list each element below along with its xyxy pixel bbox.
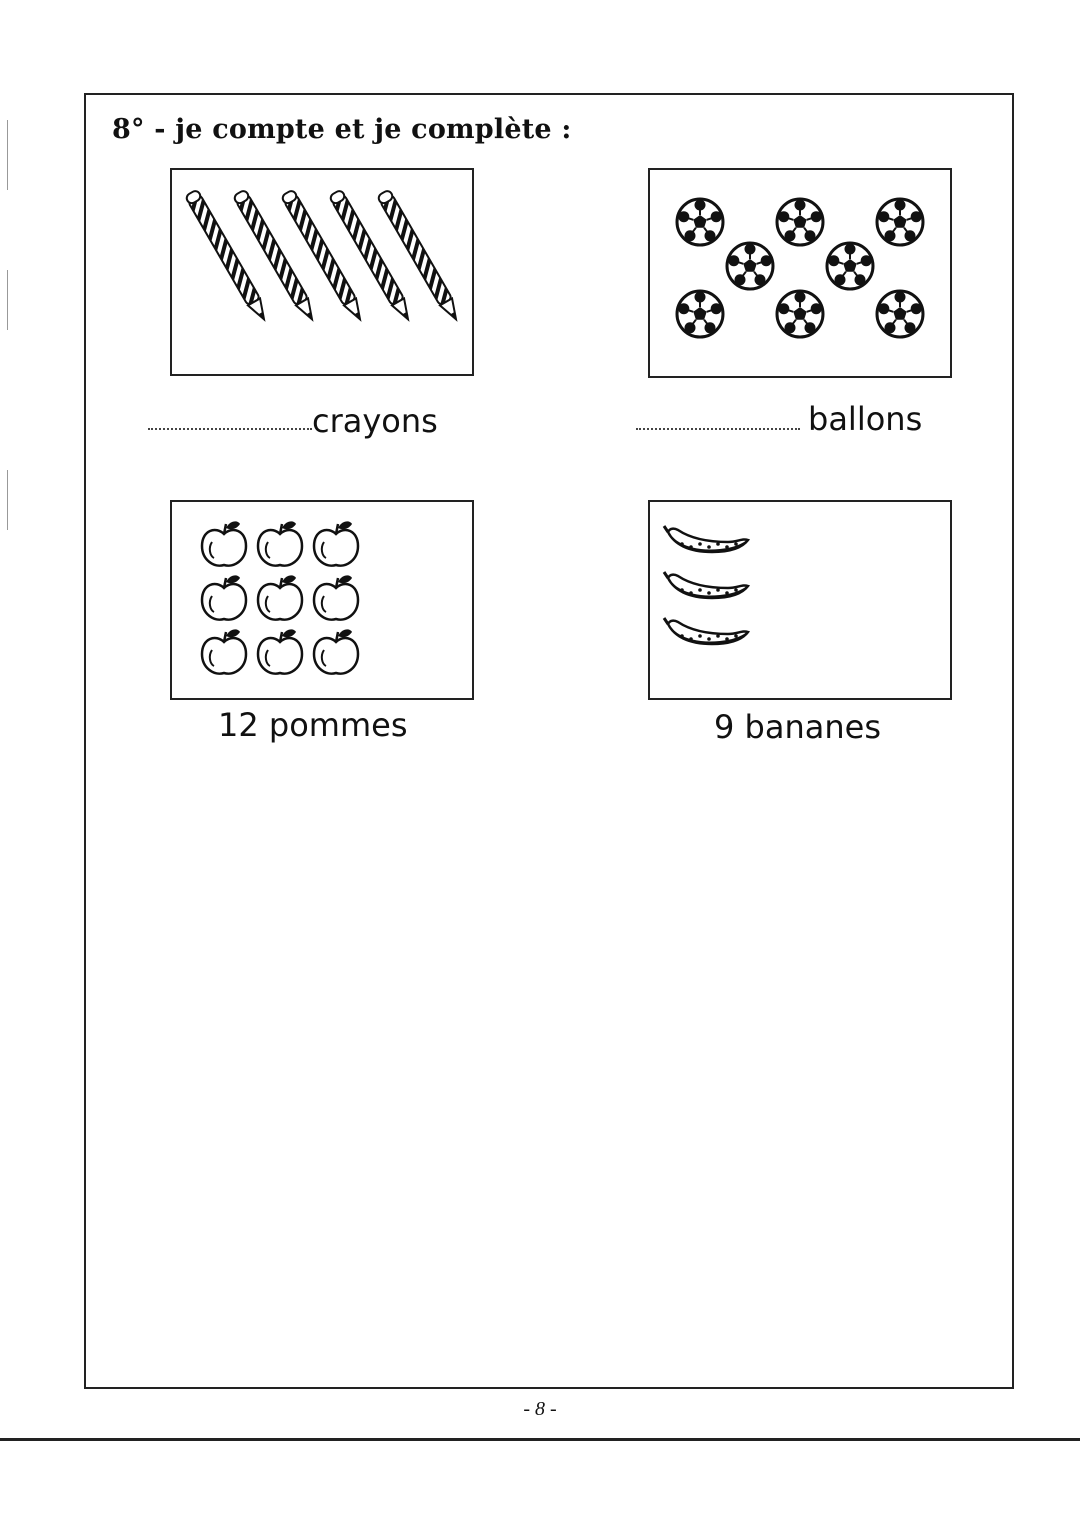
apple-icon xyxy=(314,629,358,673)
apples-illustration xyxy=(172,502,472,698)
apple-icon xyxy=(202,629,246,673)
pencils-box xyxy=(170,168,474,376)
bananas-illustration xyxy=(650,502,950,698)
apple-icon xyxy=(258,575,302,619)
soccer-ball-icon xyxy=(877,199,923,245)
bottom-rule xyxy=(0,1438,1080,1441)
apple-icon xyxy=(258,521,302,565)
soccer-ball-icon xyxy=(677,291,723,337)
page-number: - 8 - xyxy=(523,1398,557,1420)
scan-edge-mark xyxy=(7,120,8,190)
balls-box xyxy=(648,168,952,378)
banana-icon xyxy=(664,572,748,598)
apples-box xyxy=(170,500,474,700)
ballons-answer-line[interactable] xyxy=(636,428,800,430)
soccer-ball-icon xyxy=(777,291,823,337)
pommes-label: 12 pommes xyxy=(218,706,408,744)
bananas-box xyxy=(648,500,952,700)
scan-edge-mark xyxy=(7,470,8,530)
soccer-ball-icon xyxy=(677,199,723,245)
apple-icon xyxy=(202,575,246,619)
soccer-ball-icon xyxy=(877,291,923,337)
scan-edge-mark xyxy=(7,270,8,330)
bananes-label: 9 bananes xyxy=(714,708,881,746)
apple-icon xyxy=(314,521,358,565)
banana-icon xyxy=(664,526,748,552)
balls-illustration xyxy=(650,170,950,376)
soccer-ball-icon xyxy=(727,243,773,289)
soccer-ball-icon xyxy=(777,199,823,245)
apple-icon xyxy=(258,629,302,673)
exercise-title: 8° - je compte et je complète : xyxy=(112,114,572,145)
soccer-ball-icon xyxy=(827,243,873,289)
crayons-label: crayons xyxy=(312,402,438,440)
pencils-illustration xyxy=(172,170,472,374)
ballons-label: ballons xyxy=(808,400,923,438)
apple-icon xyxy=(314,575,358,619)
crayons-answer-line[interactable] xyxy=(148,428,312,430)
apple-icon xyxy=(202,521,246,565)
banana-icon xyxy=(664,618,748,644)
